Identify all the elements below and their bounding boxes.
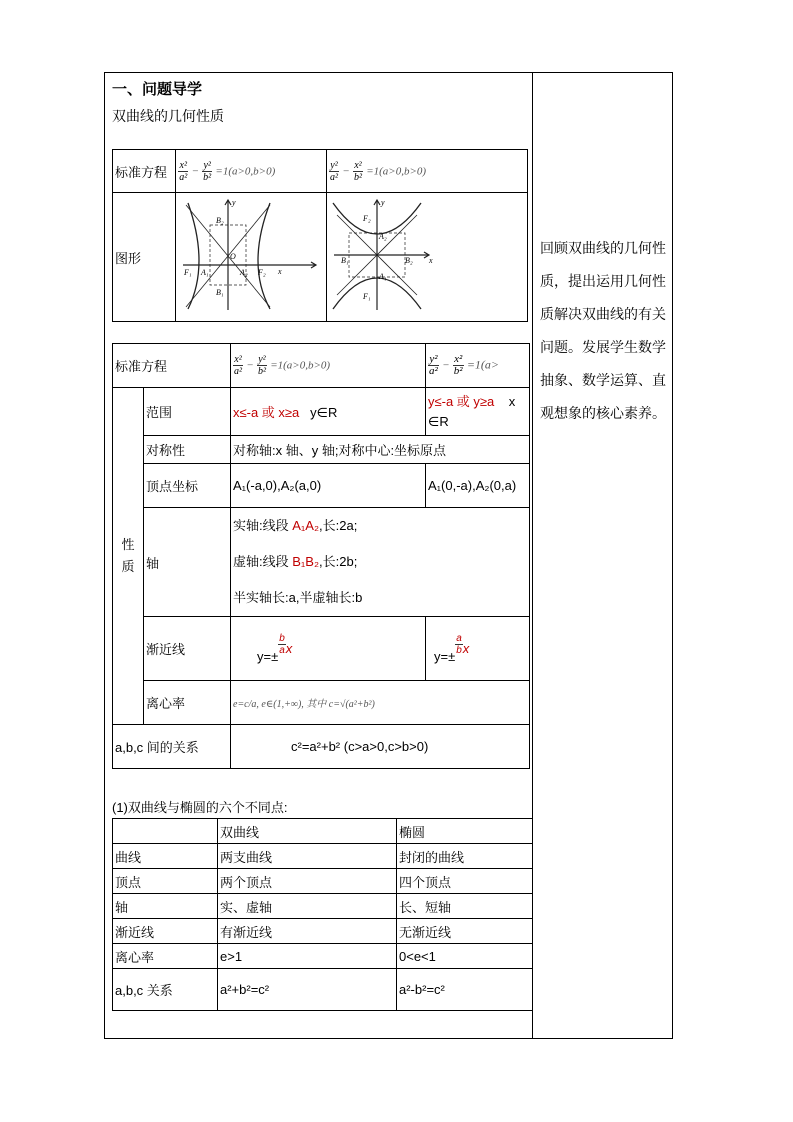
comparison-header-cell xyxy=(113,819,218,844)
graph-table xyxy=(112,149,528,322)
props-std-label: 标准方程 xyxy=(113,344,231,388)
graph1-label-b1: B₁ xyxy=(216,288,224,297)
imag-axis: 虚轴:线段 B₁B₂,长:2b; xyxy=(233,554,358,569)
table-cell: 0<e<1 xyxy=(397,944,533,969)
table-cell: 曲线 xyxy=(113,844,218,869)
properties-group-label: 性 质 xyxy=(113,388,144,725)
axis-label: 轴 xyxy=(144,508,231,617)
table-cell: 两个顶点 xyxy=(218,869,397,894)
table-cell: 四个顶点 xyxy=(397,869,533,894)
ecc-label: 离心率 xyxy=(144,681,231,725)
graph1-label-f2: F₂ xyxy=(258,268,266,277)
graph1-label-x: x xyxy=(278,267,282,276)
graph2-label-b1: B₁ xyxy=(341,256,349,265)
ecc-text: e=c/a, e∈(1,+∞), 其中 c=√(a²+b²) xyxy=(231,681,530,725)
table-row xyxy=(113,944,533,969)
graph1-label-a2: A₂ xyxy=(240,268,248,277)
real-axis: 实轴:线段 A₁A₂,长:2a; xyxy=(233,518,358,533)
graph1-label-o: O xyxy=(230,252,236,261)
semi-axis: 半实轴长:a,半虚轴长:b xyxy=(233,590,363,605)
hyperbola-y-figure xyxy=(329,195,525,315)
comparison-header-cell: 椭圆 xyxy=(397,819,533,844)
hyperbola-x-graph xyxy=(176,193,327,322)
table-cell: e>1 xyxy=(218,944,397,969)
table-cell: 顶点 xyxy=(113,869,218,894)
graph1-label-b2: B₂ xyxy=(216,216,224,225)
symmetry-label: 对称性 xyxy=(144,436,231,464)
symmetry-text: 对称轴:x 轴、y 轴;对称中心:坐标原点 xyxy=(231,436,530,464)
props-eq-y: $\frac{\text{y²}}{\text{a²}}$ − $\frac{\text{x²}}{\text{b²}}$ =1(a> xyxy=(426,344,530,388)
graph2-label-f1: F₁ xyxy=(363,292,371,301)
abc-label: a,b,c 间的关系 xyxy=(113,725,231,769)
hyperbola-x-figure xyxy=(178,195,321,315)
section-heading: 一、问题导学 xyxy=(112,81,203,98)
table-cell: 轴 xyxy=(113,894,218,919)
table-cell: 渐近线 xyxy=(113,919,218,944)
comparison-caption: (1)双曲线与椭圆的六个不同点: xyxy=(112,800,288,815)
comparison-table xyxy=(112,818,533,1011)
table-row xyxy=(113,844,533,869)
range-label: 范围 xyxy=(144,388,231,436)
graph2-label-x: x xyxy=(429,256,433,265)
table-row xyxy=(113,894,533,919)
std-eq-label: 标准方程 xyxy=(113,150,176,193)
vertex-label: 顶点坐标 xyxy=(144,464,231,508)
props-eq-x: $\frac{\text{x²}}{\text{a²}}$ − $\frac{\text{y²}}{\text{b²}}$ =1(a>0,b>0) xyxy=(231,344,426,388)
table-cell: a,b,c 关系 xyxy=(113,969,218,1011)
side-note: 回顾双曲线的几何性质，提出运用几何性质解决双曲线的有关问题。发展学生数学抽象、数学运算、直观想象的核心素养。 xyxy=(540,240,666,421)
table-cell: 两支曲线 xyxy=(218,844,397,869)
comparison-header-cell: 双曲线 xyxy=(218,819,397,844)
table-cell: 封闭的曲线 xyxy=(397,844,533,869)
graph1-label-a1: A₁ xyxy=(201,268,209,277)
vertex-y: A₁(0,-a),A₂(0,a) xyxy=(426,464,530,508)
graph2-label-y: y xyxy=(381,198,385,207)
table-cell: 无渐近线 xyxy=(397,919,533,944)
table-cell: a²-b²=c² xyxy=(397,969,533,1011)
range-x: x≤-a 或 x≥a y∈R xyxy=(231,388,426,436)
std-eq-x: $\frac{\text{x²}}{\text{a²}}$ − $\frac{\text{y²}}{\text{b²}}$ =1(a>0,b>0) xyxy=(176,150,327,193)
table-cell: 离心率 xyxy=(113,944,218,969)
hyperbola-y-graph xyxy=(327,193,528,322)
graph1-label-y: y xyxy=(232,198,236,207)
range-y: y≤-a 或 y≥a x ∈R xyxy=(426,388,530,436)
table-row xyxy=(113,919,533,944)
table-cell: a²+b²=c² xyxy=(218,969,397,1011)
graph-label: 图形 xyxy=(113,193,176,322)
graph2-label-b2: B₂ xyxy=(405,256,413,265)
comparison-header xyxy=(113,819,533,844)
abc-text: c²=a²+b² (c>a>0,c>b>0) xyxy=(231,725,530,769)
table-row xyxy=(113,969,533,1011)
table-cell: 长、短轴 xyxy=(397,894,533,919)
std-eq-y: $\frac{\text{y²}}{\text{a²}}$ − $\frac{\text{x²}}{\text{b²}}$ =1(a>0,b>0) xyxy=(327,150,528,193)
section-subtitle: 双曲线的几何性质 xyxy=(112,108,224,124)
axis-text xyxy=(231,508,530,617)
vertex-x: A₁(-a,0),A₂(a,0) xyxy=(231,464,426,508)
graph2-label-a1: A₁ xyxy=(379,272,387,281)
table-cell: 实、虚轴 xyxy=(218,894,397,919)
table-row xyxy=(113,869,533,894)
table-cell: 有渐近线 xyxy=(218,919,397,944)
graph2-label-a2: A₂ xyxy=(379,232,387,241)
graph2-label-f2: F₂ xyxy=(363,214,371,223)
asymptote-x: y=± $\frac{b}{a}$ x xyxy=(231,617,426,681)
graph1-label-f1: F₁ xyxy=(184,268,192,277)
asymptote-y: y=± $\frac{a}{b}$ x xyxy=(426,617,530,681)
asymptote-label: 渐近线 xyxy=(144,617,231,681)
properties-table xyxy=(112,343,530,769)
